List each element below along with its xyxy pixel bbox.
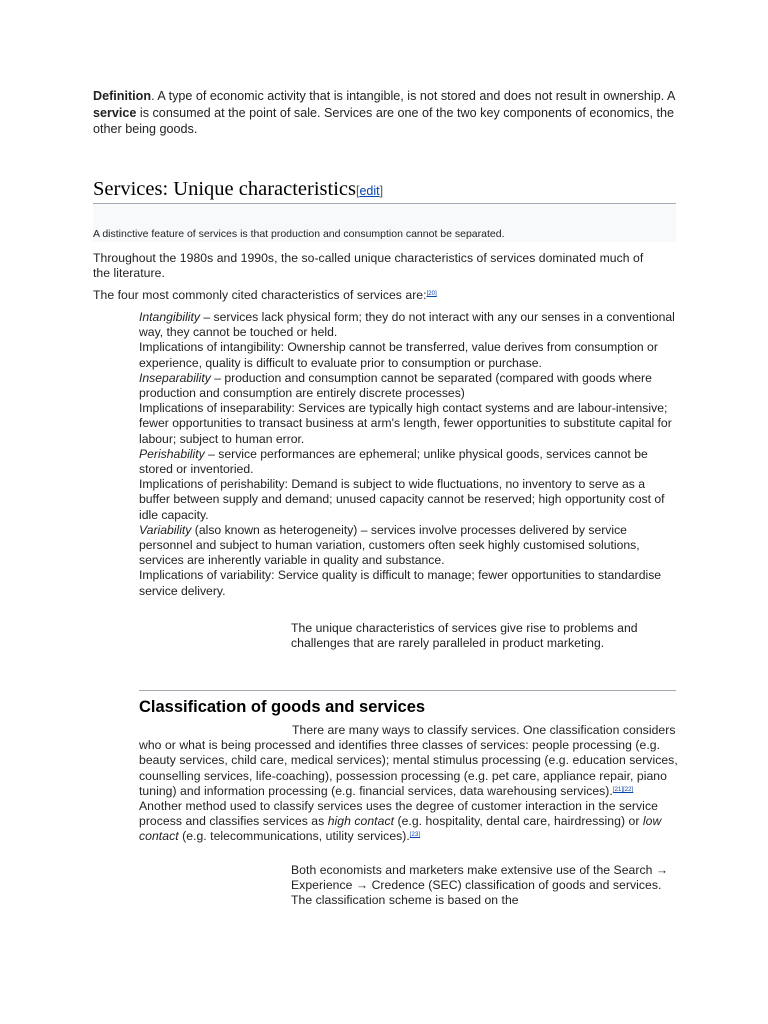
low-contact-term: low contact: [139, 814, 662, 844]
section-title: Services: Unique characteristics: [93, 178, 356, 200]
definition-text-1: . A type of economic activity that is intangible, is not stored and does not result in ownership. A: [151, 89, 675, 103]
definition-paragraph: [93, 88, 683, 138]
characteristics-list: [139, 310, 679, 599]
characteristic-implication: Implications of intangibility: Ownership cannot be transferred, value derives from consumption or experience, quality is difficult to evaluate prior to consumption or purchase.: [139, 340, 658, 370]
characteristic-item: [139, 371, 679, 401]
definition-text-2: is consumed at the point of sale. Services are one of the two key components of economics, the other being goods.: [93, 105, 675, 136]
characteristics-intro-text: The four most commonly cited characteristics of services are:: [93, 288, 427, 302]
classification-text-b: Another method used to classify services uses the degree of customer interaction in the service process and classifies services as: [139, 799, 658, 829]
section-heading: [93, 175, 676, 204]
edit-bracket-close: ]: [379, 184, 384, 198]
reference-link[interactable]: [20]: [426, 291, 437, 297]
characteristic-description: – service performances are ephemeral; unlike physical goods, services cannot be stored or inventoried.: [139, 446, 648, 477]
reference-link[interactable]: [21][22]: [612, 786, 634, 793]
sec-paragraph: Both economists and marketers make extensive use of the Search → Experience → Credence (SEC) classification of goods and services. The classification scheme is based on the: [291, 863, 669, 908]
characteristic-item: [139, 523, 679, 569]
characteristic-implication: Implications of perishability: Demand is subject to wide fluctuations, no inventory to serve as a buffer between supply and demand; unused capacity cannot be reserved; high opportunity cost of idle capacity.: [139, 477, 665, 522]
characteristic-description: – services lack physical form; they do not interact with any our senses in a conventional way, they cannot be touched or held.: [139, 310, 675, 340]
intro-paragraph: Throughout the 1980s and 1990s, the so-called unique characteristics of services dominated much of the literature.: [93, 251, 644, 281]
characteristic-term: Inseparability: [139, 370, 211, 385]
characteristic-term: Perishability: [139, 446, 205, 461]
classification-paragraph: [139, 723, 679, 845]
characteristic-implication: Implications of inseparability: Services are typically high contact systems and are labour-intensive; fewer opportunities to transact business at arm's length, fewer opportunities to substitute capital for labour; subject to human error.: [139, 401, 672, 446]
characteristic-term: Variability: [139, 522, 192, 537]
edit-bracket-open: [: [355, 184, 360, 198]
classification-heading: Classification of goods and services: [139, 690, 676, 717]
unique-summary: The unique characteristics of services give rise to problems and challenges that are rarely paralleled in product marketing.: [291, 621, 638, 651]
image-caption: A distinctive feature of services is that production and consumption cannot be separated.: [93, 228, 505, 240]
classification-text-a: There are many ways to classify services. One classification considers who or what is being processed and identifies three classes of services: people processing (e.g. beauty services, child care, medical services); mental stimulus processing (e.g. education services, counselling services, life-coaching), possession processing (e.g. pet care, appliance repair, piano tuning) and information processing (e.g. financial services, data warehousing services).: [139, 723, 678, 798]
edit-link[interactable]: edit: [359, 184, 380, 198]
characteristic-implication: Implications of variability: Service quality is difficult to manage; fewer opportunities to standardise service delivery.: [139, 568, 662, 598]
definition-term: Definition: [93, 89, 152, 103]
characteristic-description: – production and consumption cannot be separated (compared with goods where production and consumption are entirely discrete processes): [139, 370, 652, 401]
reference-link[interactable]: [23]: [409, 832, 421, 839]
characteristics-intro: [93, 288, 663, 303]
characteristic-description: (also known as heterogeneity) – services involve processes delivered by service personnel and subject to human variation, customers often seek highly customised solutions, services are inherently variable in quality and substance.: [139, 522, 640, 568]
characteristic-item: [139, 310, 679, 340]
definition-keyword: service: [93, 105, 137, 120]
high-contact-term: high contact: [327, 814, 395, 829]
characteristic-term: Intangibility: [139, 310, 200, 324]
characteristic-item: [139, 447, 679, 477]
classification-text-d: (e.g. telecommunications, utility services).: [178, 829, 410, 844]
classification-text-c: (e.g. hospitality, dental care, hairdressing) or: [394, 814, 643, 829]
